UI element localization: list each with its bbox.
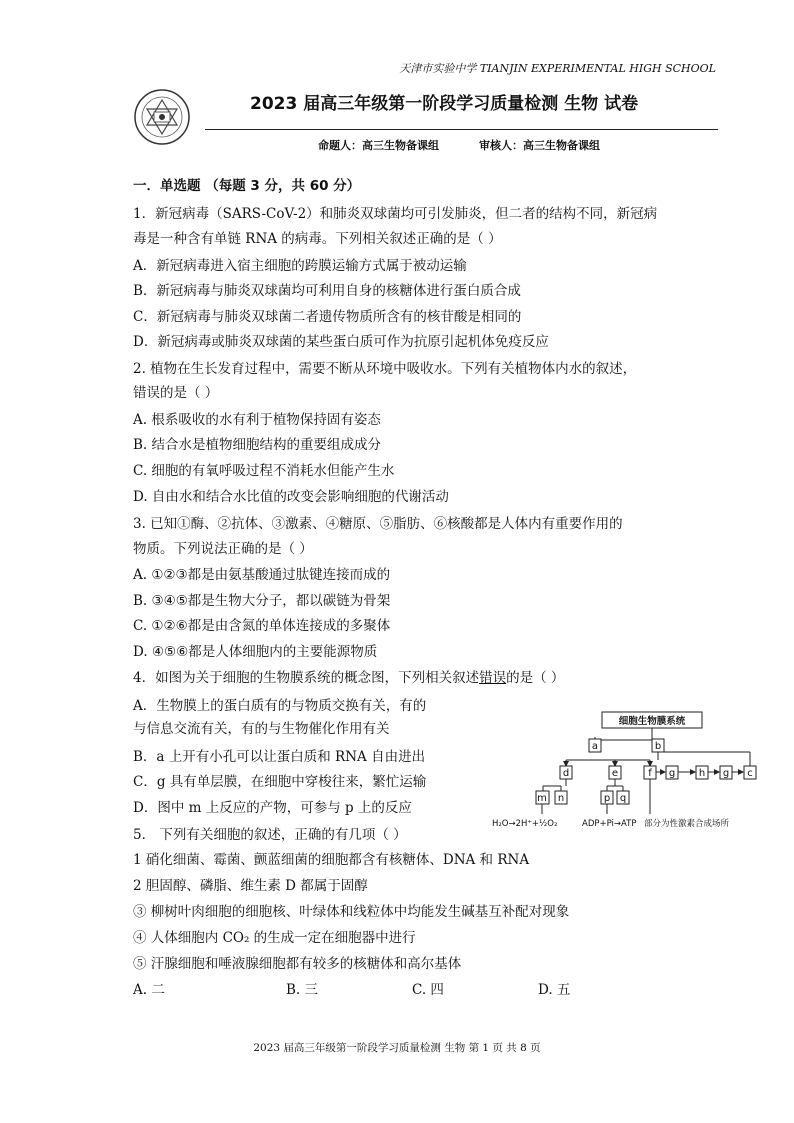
q4-stem-after: 的是（ ） [506, 670, 565, 686]
section-heading: 一．单选题 （每题 3 分，共 60 分） [133, 178, 361, 194]
diagram-node-n: n [557, 793, 565, 804]
q5-stem: 5． 下列有关细胞的叙述，正确的有几项（ ） [133, 827, 407, 843]
q5-option-a: A. 二 [133, 982, 165, 998]
diagram-node-a: a [591, 741, 599, 752]
q4-option-a-line1: A．生物膜上的蛋白质有的与物质交换有关，有的 [133, 698, 427, 714]
q2-stem-line2: 错误的是（ ） [133, 385, 219, 401]
q5-statement-4: ④ 人体细胞内 CO₂ 的生成一定在细胞器中进行 [133, 930, 416, 946]
q4-option-b: B．a 上开有小孔可以让蛋白质和 RNA 自由进出 [133, 749, 426, 765]
q5-statement-1: 1 硝化细菌、霉菌、颤蓝细菌的细胞都含有核糖体、DNA 和 RNA [133, 852, 530, 868]
diagram-node-q: q [619, 793, 627, 804]
diagram-node-h: h [698, 768, 706, 779]
diagram-node-b: b [654, 741, 662, 752]
q1-option-a: A．新冠病毒进入宿主细胞的跨膜运输方式属于被动运输 [133, 258, 467, 274]
q2-option-c: C. 细胞的有氧呼吸过程不消耗水但能产生水 [133, 463, 395, 479]
q3-stem-line1: 3. 已知①酶、②抗体、③激素、④糖原、⑤脂肪、⑥核酸都是人体内有重要作用的 [133, 516, 623, 532]
q5-statement-3: ③ 柳树叶肉细胞的细胞核、叶绿体和线粒体中均能发生碱基互补配对现象 [133, 904, 570, 920]
q5-statement-2: 2 胆固醇、磷脂、维生素 D 都属于固醇 [133, 878, 368, 894]
q3-option-c: C. ①②⑥都是由含氮的单体连接成的多聚体 [133, 618, 391, 634]
q1-stem-line1: 1．新冠病毒（SARS-CoV-2）和肺炎双球菌均可引发肺炎，但二者的结构不同，新冠病 [133, 206, 658, 222]
q5-option-c: C. 四 [412, 982, 444, 998]
header-divider [205, 129, 718, 130]
q1-option-b: B．新冠病毒与肺炎双球菌均可利用自身的核糖体进行蛋白质合成 [133, 283, 521, 299]
q1-option-c: C．新冠病毒与肺炎双球菌二者遗传物质所含有的核苷酸是相同的 [133, 309, 522, 325]
q4-option-a-line2: 与信息交流有关，有的与生物催化作用有关 [133, 721, 390, 737]
diagram-node-m: m [537, 793, 547, 804]
q4-stem [133, 666, 564, 686]
q4-option-d: D．图中 m 上反应的产物，可参与 p 上的反应 [133, 800, 412, 816]
diagram-node-g: g [668, 768, 676, 779]
q1-option-d: D．新冠病毒或肺炎双球菌的某些蛋白质可作为抗原引起机体免疫反应 [133, 334, 549, 350]
diagram-note-f: 部分为性激素合成场所 [644, 819, 730, 829]
diagram-node-f: f [648, 768, 652, 779]
diagram-node-p: p [603, 793, 611, 804]
q3-option-b: B. ③④⑤都是生物大分子，都以碳链为骨架 [133, 593, 391, 609]
diagram-node-e: e [611, 768, 619, 779]
diagram-reaction-m: H₂O→2H⁺+½O₂ [492, 819, 558, 829]
q2-option-b: B. 结合水是植物细胞结构的重要组成成分 [133, 437, 382, 453]
diagram-node-g2: g [722, 768, 730, 779]
page-footer: 2023 届高三年级第一阶段学习质量检测 生物 第 1 页 共 8 页 [253, 1042, 541, 1054]
author-line [318, 137, 600, 153]
q3-option-d: D. ④⑤⑥都是人体细胞内的主要能源物质 [133, 644, 378, 660]
reviewer-label: 审核人：高三生物备课组 [479, 139, 600, 152]
diagram-node-d: d [562, 768, 570, 779]
q4-stem-before: 4．如图为关于细胞的生物膜系统的概念图，下列相关叙述 [133, 670, 480, 686]
q5-option-d: D. 五 [538, 982, 571, 998]
q5-statement-5: ⑤ 汗腺细胞和唾液腺细胞都有较多的核糖体和高尔基体 [133, 956, 462, 972]
q2-stem-line1: 2. 植物在生长发育过程中，需要不断从环境中吸收水。下列有关植物体内水的叙述， [133, 361, 637, 377]
q3-stem-line2: 物质。下列说法正确的是（ ） [133, 541, 313, 557]
q5-option-b: B. 三 [286, 982, 319, 998]
author-label: 命题人：高三生物备课组 [318, 139, 439, 152]
q3-option-a: A. ①②③都是由氨基酸通过肽键连接而成的 [133, 567, 391, 583]
q4-stem-emphasis: 错误 [479, 670, 507, 686]
exam-title: 2023 届高三年级第一阶段学习质量检测 生物 试卷 [250, 94, 639, 114]
q1-stem-line2: 毒是一种含有单链 RNA 的病毒。下列相关叙述正确的是（ ） [133, 231, 502, 247]
school-seal-logo [133, 88, 191, 146]
q5-options [133, 978, 693, 998]
q4-option-c: C．g 具有单层膜，在细胞中穿梭往来，繁忙运输 [133, 774, 427, 790]
q2-option-a: A. 根系吸收的水有利于植物保持固有姿态 [133, 412, 381, 428]
diagram-root-label: 细胞生物膜系统 [618, 716, 686, 727]
diagram-reaction-p: ADP+Pi→ATP [582, 819, 637, 829]
membrane-system-concept-diagram [488, 708, 768, 838]
school-name: 天津市实验中学 TIANJIN EXPERIMENTAL HIGH SCHOOL [399, 62, 716, 75]
diagram-node-c: c [747, 768, 753, 779]
q2-option-d: D. 自由水和结合水比值的改变会影响细胞的代谢活动 [133, 489, 449, 505]
